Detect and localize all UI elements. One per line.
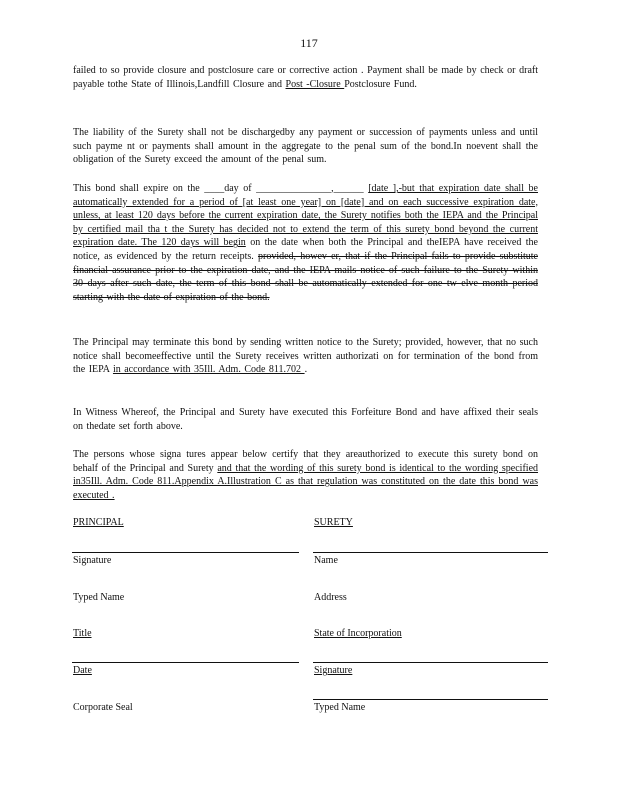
inserted-post-closure: Post -Closure bbox=[285, 78, 345, 90]
inserted-wording-clause: and that the wording of this surety bond is identical to the wording specified in35Ill. Adm. Code 811.Appendix A.Illustration C as that regulation was constituted on the date this bond was executed . bbox=[73, 462, 539, 501]
surety-signature-line bbox=[313, 662, 548, 663]
termination-end: . bbox=[304, 364, 308, 376]
surety-address-label: Address bbox=[314, 592, 347, 603]
certification-text: The persons whose signa tures appear below certify that they areauthorized to execute this surety bond on behalf of the Principal and Surety bbox=[73, 449, 538, 474]
surety-signature-label: Signature bbox=[314, 665, 353, 676]
surety-state-of-incorporation-label: State of Incorporation bbox=[314, 628, 402, 639]
principal-corporate-seal-label: Corporate Seal bbox=[73, 702, 133, 713]
surety-header: SURETY bbox=[314, 517, 353, 528]
paragraph-witness: In Witness Whereof, the Principal and Surety have executed this Forfeiture Bond and have affixed their seals on thedate set forth above. bbox=[73, 407, 538, 432]
inserted-expiration-clause: [date ],-but that expiration date shall be automatically extended for a period of [at least one year] on [date] and on each successive expiration date, unless, at least 120 days before the current expiration date, the Surety notifies both the IEPA and the Principal by certified mail tha t the Surety has decided not to extend the term of this surety bond beyond the current expiration date. The 120 days will begin bbox=[73, 183, 538, 249]
principal-title-label: Title bbox=[73, 628, 92, 639]
expiration-text: This bond shall expire on the ____day of _______________,______ bbox=[73, 183, 369, 194]
principal-typed-name-label: Typed Name bbox=[73, 592, 125, 603]
termination-text: The Principal may terminate this bond by sending written notice to the Surety; provided, however, that no such notice shall becomeeffective until the Surety receives written authorizati on for termination of the bond from the IEPA bbox=[73, 337, 538, 376]
deleted-proviso-clause: provided, howev er, that if the Principal fails to provide substitute financial assurance prior to the expiration date, and the IEPA mails notice of such failure to the Surety within 30 days after such date, the term of this bond shall be automatically extended for one tw elve month period starting with the date of expiration of the bond. bbox=[73, 250, 538, 303]
page-number: 117 bbox=[300, 36, 318, 50]
paragraph-payment bbox=[73, 64, 538, 91]
paragraph-expiration bbox=[73, 182, 538, 304]
principal-signature-line bbox=[72, 552, 299, 553]
surety-typed-name-label: Typed Name bbox=[314, 702, 366, 713]
principal-signature-label: Signature bbox=[73, 555, 112, 566]
inserted-code-reference: in accordance with 35Ill. Adm. Code 811.702 bbox=[112, 364, 305, 376]
principal-date-line bbox=[72, 662, 299, 663]
paragraph-certification bbox=[73, 448, 538, 502]
surety-name-label: Name bbox=[314, 555, 338, 566]
paragraph-termination bbox=[73, 336, 538, 377]
surety-name-line bbox=[313, 552, 548, 553]
paragraph-payment-text: failed to so provide closure and postclosure care or corrective action . Payment shall be made by check or draft payable tothe State of Illinois,Landfill Closure and bbox=[73, 65, 538, 90]
paragraph-liability: The liability of the Surety shall not be dischargedby any payment or succession of payments unless and until such payme nt or payments shall amount in the aggregate to the penal sum of the bond.In noevent shall the obligation of the Surety exceed the amount of the penal sum. bbox=[73, 127, 538, 166]
surety-typed-name-line bbox=[313, 699, 548, 700]
expiration-receipts-text: on the date when both the Principal and theIEPA have received the notice, as evidenced by the return receipts. bbox=[73, 237, 538, 262]
paragraph-payment-end: Postclosure Fund. bbox=[344, 78, 417, 90]
principal-header: PRINCIPAL bbox=[73, 517, 124, 528]
principal-date-label: Date bbox=[73, 665, 92, 676]
